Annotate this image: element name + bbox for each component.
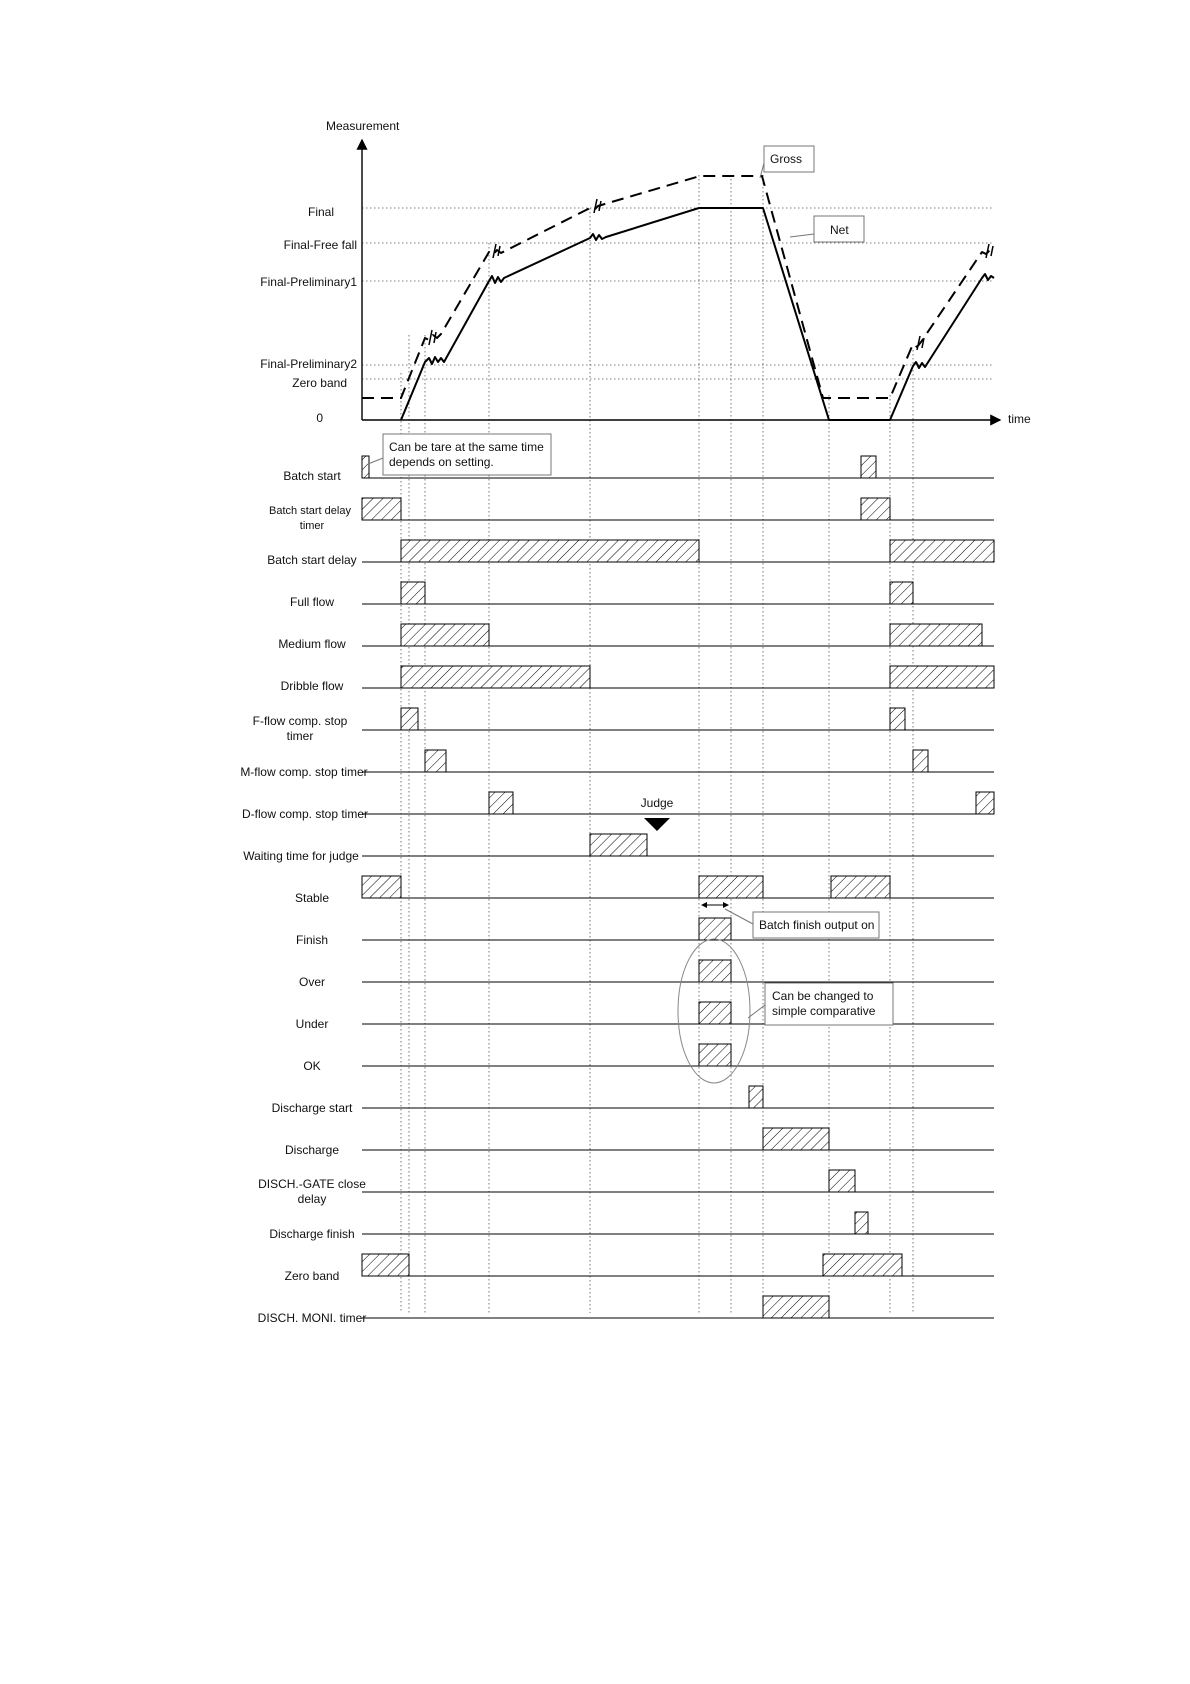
net-callout: [790, 216, 864, 242]
level-label-final: Final: [307, 205, 334, 219]
y-axis-title: Measurement: [326, 119, 400, 133]
batch-finish-label: Batch finish output on: [759, 918, 875, 932]
pulse-over: [699, 960, 731, 982]
gross-callout: [760, 146, 814, 178]
pulses: [362, 456, 994, 1318]
pulse-m-flow-comp-stop-2: [913, 750, 928, 772]
label-batch-start-delay-timer: Batch start delay: [269, 505, 351, 517]
tare-note-line2: depends on setting.: [389, 455, 494, 469]
label-discharge-start: Discharge start: [271, 1101, 353, 1115]
pulse-zero-band-2: [823, 1254, 902, 1276]
label-f-flow-comp-stop-timer-line2: timer: [286, 729, 314, 743]
pulse-full-flow-1: [401, 582, 425, 604]
pulse-stable-3: [831, 876, 890, 898]
pulse-disch-gate-close-delay: [829, 1170, 855, 1192]
pulse-batch-start-delay-timer-2: [861, 498, 890, 520]
pulse-zero-band-1: [362, 1254, 409, 1276]
pulse-ok: [699, 1044, 731, 1066]
label-stable: Stable: [294, 891, 330, 905]
pulse-f-flow-comp-stop-2: [890, 708, 905, 730]
label-medium-flow: Medium flow: [278, 637, 346, 651]
pulse-medium-flow-2: [890, 624, 982, 646]
level-label-zero: 0: [316, 411, 323, 425]
tare-callout: [368, 434, 551, 475]
pulse-discharge-start: [749, 1086, 763, 1108]
net-curve: [401, 208, 994, 420]
label-full-flow: Full flow: [289, 595, 335, 609]
pulse-stable-2: [699, 876, 763, 898]
label-batch-start: Batch start: [283, 469, 341, 483]
label-disch-gate-close-delay-line2: delay: [297, 1192, 327, 1206]
x-axis-title: time: [1008, 412, 1031, 426]
label-f-flow-comp-stop-timer: F-flow comp. stop: [252, 714, 348, 728]
pulse-discharge: [763, 1128, 829, 1150]
label-dribble-flow: Dribble flow: [280, 679, 344, 693]
judge-triangle-icon: [644, 818, 670, 831]
pulse-under: [699, 1002, 731, 1024]
pulse-disch-moni-timer: [763, 1296, 829, 1318]
pulse-discharge-finish: [855, 1212, 868, 1234]
pulse-batch-start-delay-2: [890, 540, 994, 562]
label-zero-band: Zero band: [284, 1269, 340, 1283]
pulse-finish: [699, 918, 731, 940]
level-guides: [362, 208, 994, 379]
level-label-prelim1: Final-Preliminary1: [260, 275, 357, 289]
pulse-dribble-flow-1: [401, 666, 590, 688]
label-finish: Finish: [295, 933, 329, 947]
comparative-line2: simple comparative: [772, 1004, 876, 1018]
pulse-batch-start-1: [362, 456, 369, 478]
pulse-f-flow-comp-stop-1: [401, 708, 418, 730]
signal-labels: [240, 469, 368, 1325]
level-label-free-fall: Final-Free fall: [283, 238, 357, 252]
gross-label: Gross: [770, 152, 803, 166]
level-label-prelim2: Final-Preliminary2: [260, 357, 357, 371]
pulse-dribble-flow-2: [890, 666, 994, 688]
judge-label: Judge: [640, 796, 674, 810]
label-ok: OK: [303, 1059, 321, 1073]
label-disch-moni-timer: DISCH. MONI. timer: [257, 1311, 367, 1325]
pulse-batch-start-delay-1: [401, 540, 699, 562]
label-under: Under: [295, 1017, 329, 1031]
pulse-d-flow-comp-stop-2: [976, 792, 994, 814]
label-over: Over: [298, 975, 326, 989]
net-label: Net: [830, 223, 849, 237]
pulse-medium-flow-1: [401, 624, 489, 646]
label-batch-start-delay: Batch start delay: [267, 553, 357, 567]
label-waiting-time-for-judge: Waiting time for judge: [243, 849, 359, 863]
pulse-full-flow-2: [890, 582, 913, 604]
comparative-callout: [748, 983, 893, 1025]
comparative-line1: Can be changed to: [772, 989, 874, 1003]
tare-note-line1: Can be tare at the same time: [389, 440, 544, 454]
label-discharge-finish: Discharge finish: [269, 1227, 355, 1241]
vertical-guides: [401, 175, 913, 1313]
label-disch-gate-close-delay: DISCH.-GATE close: [258, 1177, 366, 1191]
pulse-d-flow-comp-stop-1: [489, 792, 513, 814]
label-d-flow-comp-stop-timer: D-flow comp. stop timer: [241, 807, 369, 821]
label-m-flow-comp-stop-timer: M-flow comp. stop timer: [240, 765, 368, 779]
level-label-zero-band: Zero band: [292, 376, 347, 390]
label-discharge: Discharge: [284, 1143, 340, 1157]
pulse-m-flow-comp-stop-1: [425, 750, 446, 772]
pulse-stable-1: [362, 876, 401, 898]
pulse-waiting-time-for-judge: [590, 834, 647, 856]
pulse-batch-start-delay-timer-1: [362, 498, 401, 520]
pulse-batch-start-2: [861, 456, 876, 478]
label-batch-start-delay-timer-line2: timer: [299, 520, 325, 532]
